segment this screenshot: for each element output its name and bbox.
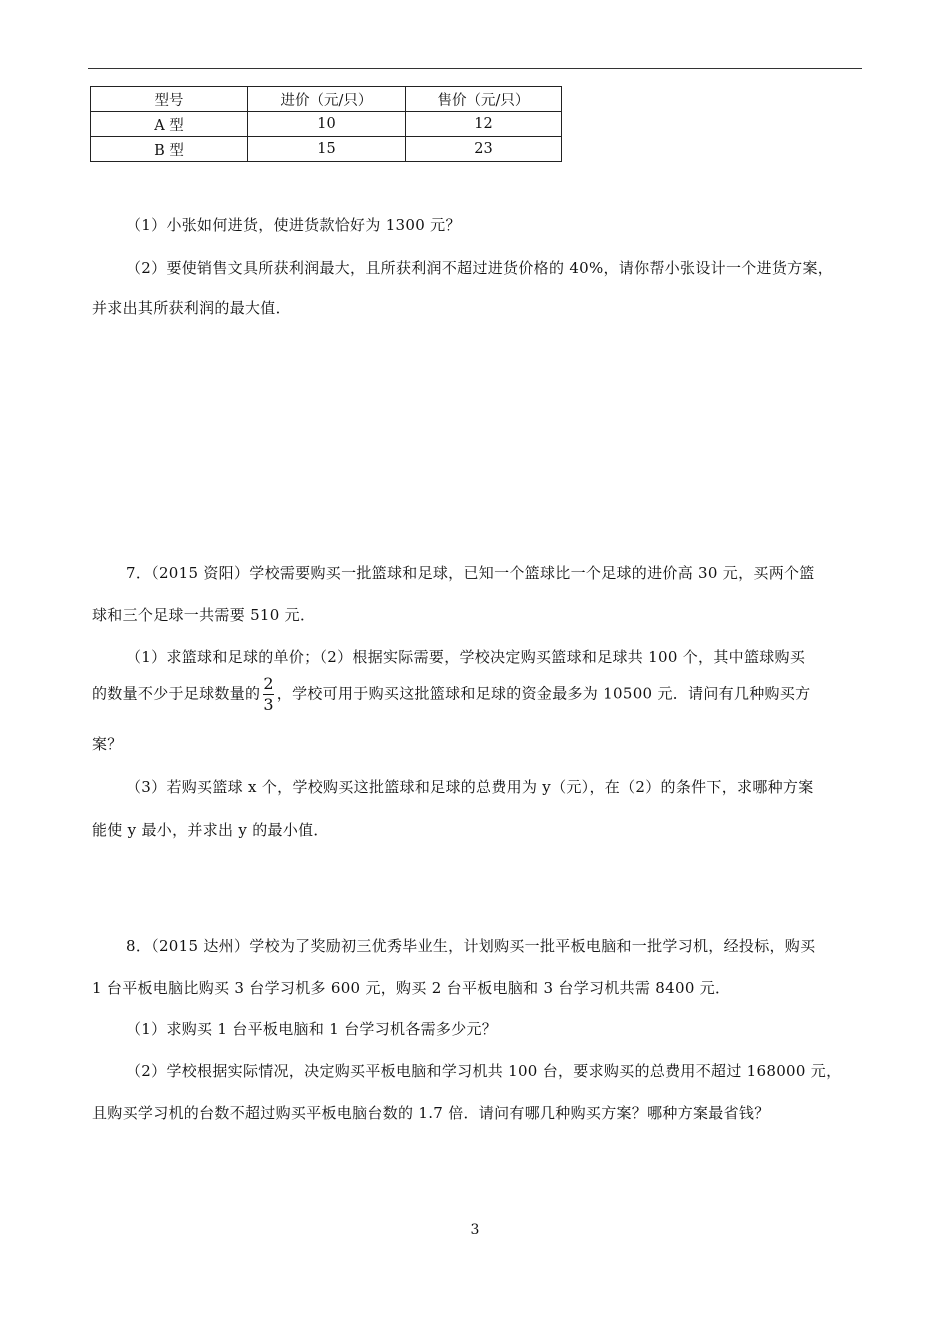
header-rule — [88, 68, 862, 69]
q7-part2-cont — [92, 676, 810, 713]
table-cell: 10 — [248, 112, 406, 137]
fraction-two-thirds — [263, 676, 273, 713]
fraction-denominator: 3 — [263, 695, 274, 714]
q7-part3: （3）若购买篮球 x 个，学校购买这批篮球和足球的总费用为 y（元），在（2）的条件下，求哪种方案 — [126, 778, 814, 796]
q7-stem: 7．（2015 资阳）学校需要购买一批篮球和足球，已知一个篮球比一个足球的进价高 30 元，买两个篮 — [126, 564, 815, 582]
table-row — [91, 112, 562, 137]
table-row — [91, 137, 562, 162]
table-cell: A 型 — [91, 112, 248, 137]
table-cell: 15 — [248, 137, 406, 162]
fraction-numerator: 2 — [263, 674, 274, 693]
q8-part2-cont: 且购买学习机的台数不超过购买平板电脑台数的 1.7 倍．请问有哪几种购买方案？哪种方案最省钱？ — [92, 1104, 770, 1122]
q6-part1: （1）小张如何进货，使进货款恰好为 1300 元？ — [126, 216, 461, 234]
q8-stem-cont: 1 台平板电脑比购买 3 台学习机多 600 元，购买 2 台平板电脑和 3 台学习机共需 8400 元． — [92, 979, 731, 997]
price-table — [90, 86, 562, 162]
table-cell: 23 — [406, 137, 562, 162]
table-header-cell: 型号 — [91, 87, 248, 112]
q7-part2-text-b: ，学校可用于购买这批篮球和足球的资金最多为 10500 元．请问有几种购买方 — [276, 684, 811, 703]
q7-part2-text-a: 的数量不少于足球数量的 — [92, 684, 261, 703]
table-header-row — [91, 87, 562, 112]
q8-part1: （1）求购买 1 台平板电脑和 1 台学习机各需多少元？ — [126, 1020, 498, 1038]
table-cell: B 型 — [91, 137, 248, 162]
q6-part2: （2）要使销售文具所获利润最大，且所获利润不超过进货价格的 40%，请你帮小张设计一个进货方案， — [126, 259, 834, 277]
table-header-cell: 进价（元/只） — [248, 87, 406, 112]
q6-part2-cont: 并求出其所获利润的最大值． — [92, 299, 291, 317]
table-cell: 12 — [406, 112, 562, 137]
q8-stem: 8．（2015 达州）学校为了奖励初三优秀毕业生，计划购买一批平板电脑和一批学习机，经投标，购买 — [126, 937, 816, 955]
table-header-cell: 售价（元/只） — [406, 87, 562, 112]
q8-part2: （2）学校根据实际情况，决定购买平板电脑和学习机共 100 台，要求购买的总费用不超过 168000 元， — [126, 1062, 842, 1080]
q7-part3-cont: 能使 y 最小，并求出 y 的最小值． — [92, 821, 329, 839]
q7-stem-cont: 球和三个足球一共需要 510 元． — [92, 606, 316, 624]
q7-part1-2: （1）求篮球和足球的单价；（2）根据实际需要，学校决定购买篮球和足球共 100 个，其中篮球购买 — [126, 648, 806, 666]
q7-part2-end: 案？ — [92, 735, 123, 753]
page-number: 3 — [470, 1222, 480, 1238]
